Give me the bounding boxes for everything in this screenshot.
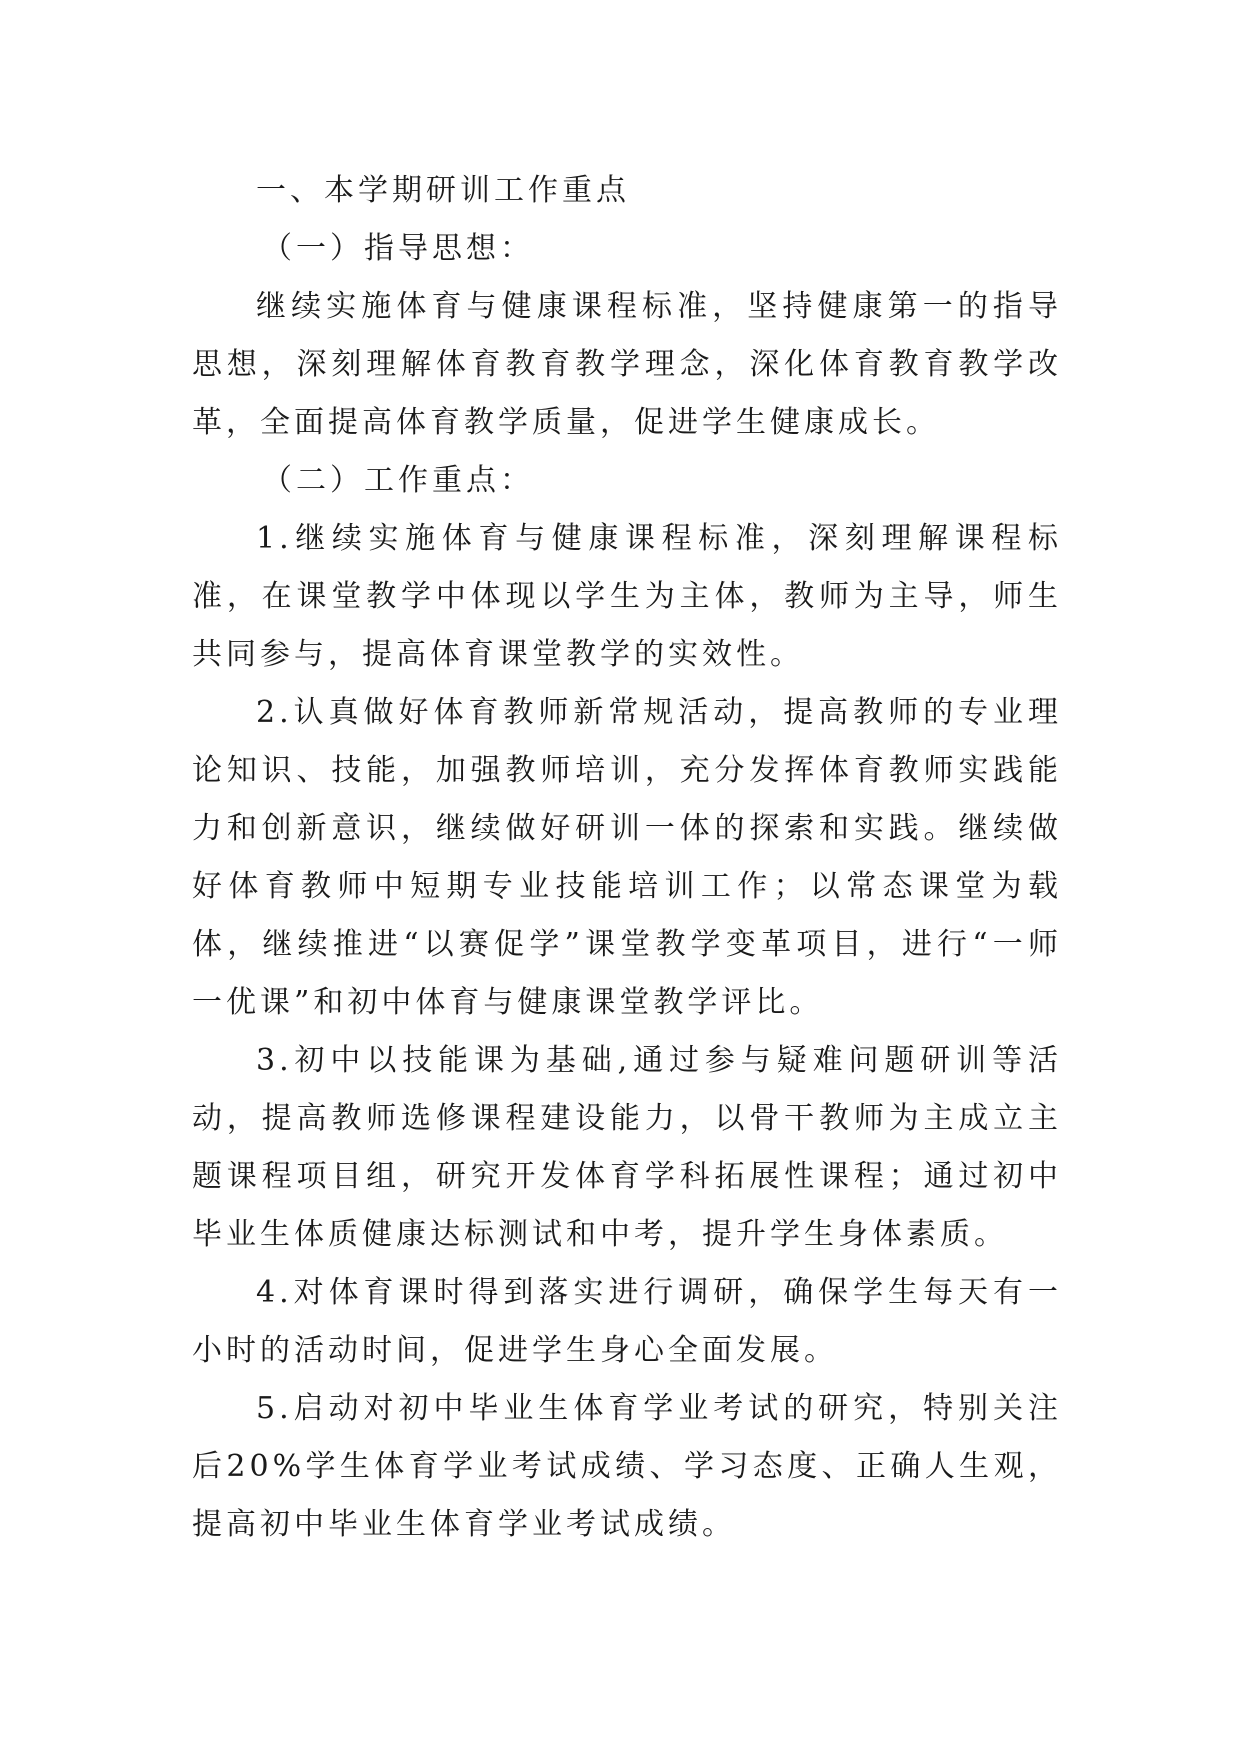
paragraph-item-1: 1.继续实施体育与健康课程标准，深刻理解课程标准，在课堂教学中体现以学生为主体，教师为主导，师生共同参与，提高体育课堂教学的实效性。	[192, 521, 1062, 672]
paragraph-item-2: 2.认真做好体育教师新常规活动，提高教师的专业理论知识、技能，加强教师培训，充分发挥体育教师实践能力和创新意识，继续做好研训一体的探索和实践。继续做好体育教师中短期专业技能培训工作；以常态课堂为载体，继续推进“以赛促学”课堂教学变革项目，进行“一师一优课”和初中体育与健康课堂教学评比。	[192, 695, 1062, 1020]
section-title: 一、本学期研训工作重点	[256, 173, 630, 208]
subsection-title-guiding-thought: （一）指导思想：	[262, 231, 534, 266]
document-body	[192, 162, 1062, 1554]
paragraph-item-3: 3.初中以技能课为基础,通过参与疑难问题研训等活动，提高教师选修课程建设能力，以骨干教师为主成立主题课程项目组，研究开发体育学科拓展性课程；通过初中毕业生体质健康达标测试和中考，提升学生身体素质。	[192, 1043, 1062, 1252]
paragraph-item-4: 4.对体育课时得到落实进行调研，确保学生每天有一小时的活动时间，促进学生身心全面发展。	[192, 1275, 1062, 1368]
subsection-title-work-focus: （二）工作重点：	[262, 463, 534, 498]
paragraph-item-5: 5.启动对初中毕业生体育学业考试的研究，特别关注后20%学生体育学业考试成绩、学习态度、正确人生观，提高初中毕业生体育学业考试成绩。	[192, 1391, 1062, 1542]
paragraph-guiding-thought: 继续实施体育与健康课程标准，坚持健康第一的指导思想，深刻理解体育教育教学理念，深化体育教育教学改革，全面提高体育教学质量，促进学生健康成长。	[192, 289, 1062, 440]
